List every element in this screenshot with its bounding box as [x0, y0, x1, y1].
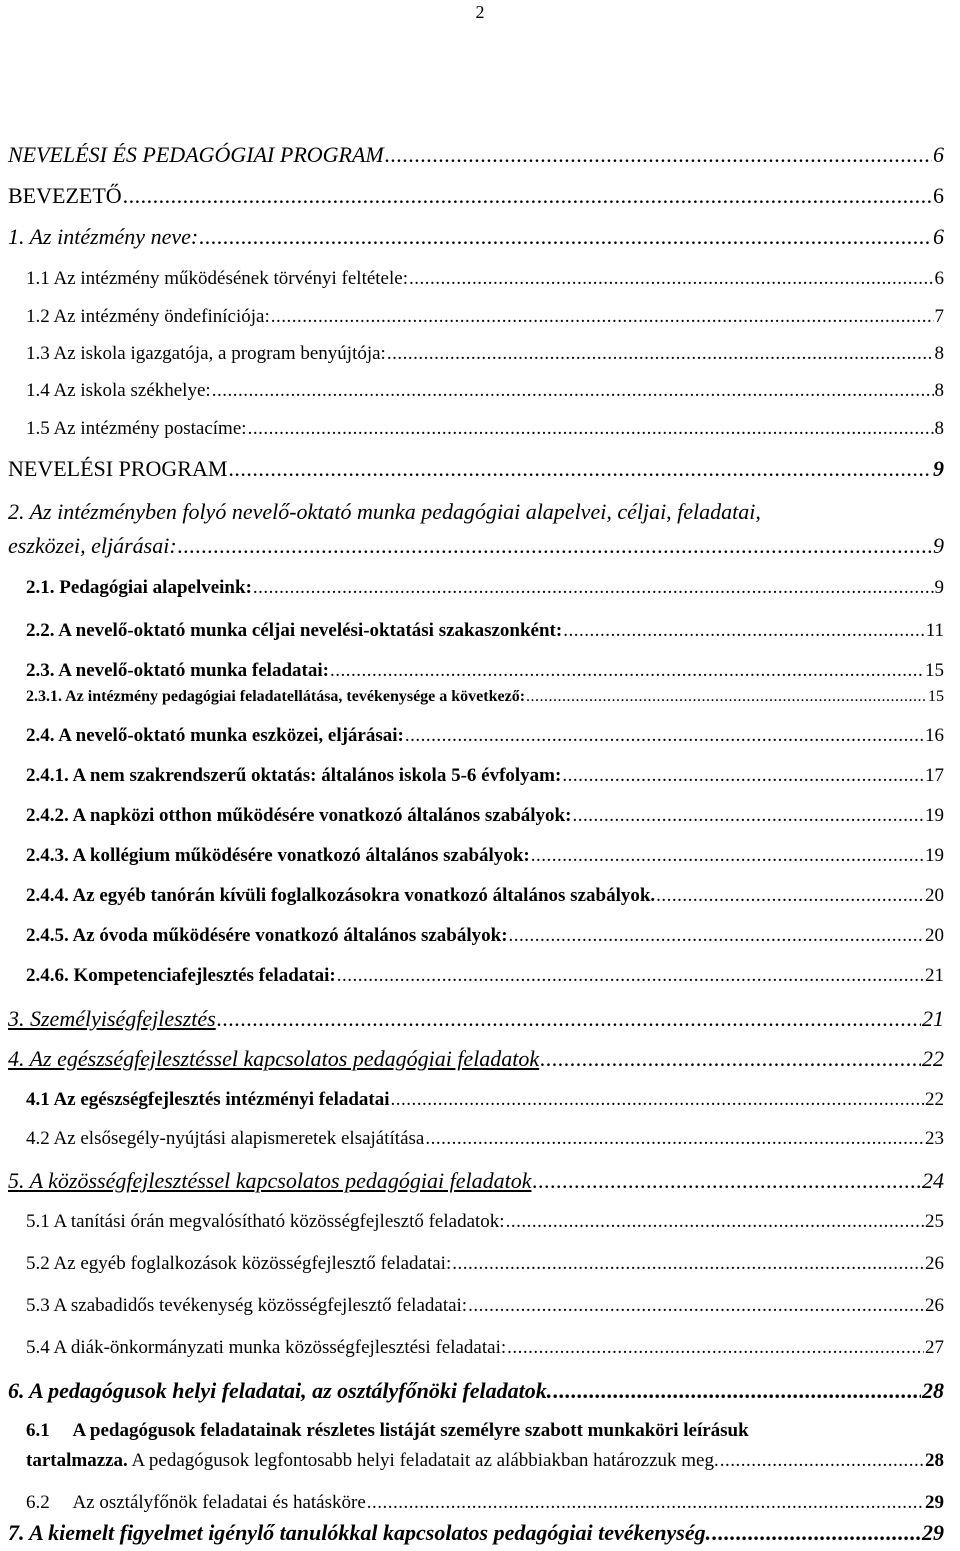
toc-entry-line2 [8, 533, 944, 559]
toc-entry-2-4-3[interactable] [26, 845, 944, 867]
toc-entry-2-1[interactable] [26, 577, 944, 599]
toc-page-number: 20 [925, 925, 944, 946]
toc-entry-label: 1.2 Az intézmény öndefiníciója: [26, 306, 270, 327]
toc-page-number: 8 [934, 380, 944, 401]
toc-leader [468, 1295, 924, 1317]
toc-entry-label: 1.3 Az iskola igazgatója, a program benyújtója: [26, 343, 386, 364]
toc-page-number: 17 [925, 765, 944, 786]
toc-leader [553, 1378, 921, 1404]
toc-leader [509, 925, 924, 947]
toc-page-number: 19 [925, 845, 944, 866]
toc-entry-bevezeto[interactable] [8, 183, 944, 209]
toc-leader [330, 660, 924, 682]
toc-page-number: 28 [925, 1450, 944, 1471]
toc-entry-2-2[interactable] [26, 620, 944, 642]
toc-page-number: 8 [934, 343, 944, 364]
toc-entry-6-2[interactable] [26, 1492, 944, 1514]
toc-page-number: 27 [925, 1337, 944, 1358]
toc-entry-label: 2.4.3. A kollégium működésére vonatkozó általános szabályok: [26, 845, 530, 866]
toc-entry-label: 6. A pedagógusok helyi feladatai, az osztályfőnöki feladatok. [8, 1378, 553, 1403]
toc-entry-2-4[interactable] [26, 725, 944, 747]
toc-leader [531, 845, 924, 867]
toc-page-number: 29 [922, 1520, 944, 1545]
toc-leader [563, 620, 924, 642]
toc-page-number: 23 [925, 1128, 944, 1149]
toc-entry-label: 1.1 Az intézmény működésének törvényi feltétele: [26, 268, 408, 289]
toc-leader [253, 577, 934, 599]
toc-page-number: 9 [934, 577, 944, 598]
toc-leader [385, 142, 932, 168]
toc-entry-4-1[interactable] [26, 1089, 944, 1111]
toc-page-number: 15 [928, 688, 944, 705]
toc-page-number: 29 [925, 1492, 944, 1513]
toc-entry-2-3-1[interactable] [26, 688, 944, 706]
toc-entry-4[interactable] [8, 1046, 944, 1072]
toc-entry-2-4-5[interactable] [26, 925, 944, 947]
toc-leader [217, 1006, 921, 1032]
toc-leader [212, 380, 934, 402]
page-number: 2 [475, 2, 485, 22]
toc-entry-label-line1: 2. Az intézményben folyó nevelő-oktató munka pedagógiai alapelvei, céljai, feladatai, [8, 499, 761, 524]
toc-entry-label-bold: tartalmazza. [26, 1450, 128, 1471]
toc-entry-label [26, 1450, 719, 1472]
toc-leader [572, 805, 924, 827]
toc-entry-2-4-4[interactable] [26, 885, 944, 907]
toc-entry-label: 4. Az egészségfejlesztéssel kapcsolatos pedagógiai feladatok [8, 1046, 540, 1071]
toc-page-number: 22 [922, 1046, 944, 1071]
toc-entry-label: 2.4.5. Az óvoda működésére vonatkozó általános szabályok: [26, 925, 508, 946]
toc-entry-4-2[interactable] [26, 1128, 944, 1150]
toc-page-number: 19 [925, 805, 944, 826]
toc-leader [199, 224, 932, 250]
toc-leader [228, 456, 932, 482]
toc-entry-label-line1: 6.1 A pedagógusok feladatainak részletes listáját személyre szabott munkaköri leírásuk [26, 1420, 749, 1441]
toc-leader [367, 1492, 924, 1514]
toc-page-number: 8 [934, 418, 944, 439]
toc-leader [271, 306, 934, 328]
toc-leader [123, 183, 932, 209]
toc-page-number: 20 [925, 885, 944, 906]
toc-entry-5-3[interactable] [26, 1295, 944, 1317]
toc-leader [425, 1128, 924, 1150]
toc-entry-label: 2.4.1. A nem szakrendszerű oktatás: általános iskola 5-6 évfolyam: [26, 765, 562, 786]
toc-entry-label: 5.4 A diák-önkormányzati munka közösségfejlesztési feladatai: [26, 1337, 507, 1358]
toc-page-number: 21 [922, 1006, 944, 1031]
toc-entry-label: 3. Személyiségfejlesztés [8, 1006, 216, 1031]
toc-page-number: 9 [933, 456, 944, 481]
toc-entry-label: eszközei, eljárásai: [8, 533, 177, 558]
toc-leader [409, 268, 934, 290]
toc-entry-5[interactable] [8, 1168, 944, 1194]
toc-page-number: 15 [925, 660, 944, 681]
toc-entry-label: 2.4.6. Kompetenciafejlesztés feladatai: [26, 965, 336, 986]
toc-leader [656, 885, 924, 907]
toc-entry-label: 5.2 Az egyéb foglalkozások közösségfejlesztő feladatai: [26, 1253, 452, 1274]
toc-entry-2-4-6[interactable] [26, 965, 944, 987]
toc-entry-label: NEVELÉSI PROGRAM [8, 456, 228, 481]
toc-entry-3[interactable] [8, 1006, 944, 1032]
toc-leader [540, 1046, 921, 1072]
toc-page-number: 21 [925, 965, 944, 986]
toc-entry-label: 6.2 Az osztályfőnök feladatai és hatásköre [26, 1492, 366, 1513]
toc-entry-label: BEVEZETŐ [8, 183, 122, 208]
toc-entry-label: 2.4. A nevelő-oktató munka eszközei, eljárásai: [26, 725, 404, 746]
toc-entry-1-1[interactable] [26, 268, 944, 290]
toc-page-number: 25 [925, 1211, 944, 1232]
toc-leader [506, 1211, 924, 1233]
toc-entry-label: 5.1 A tanítási órán megvalósítható közösségfejlesztő feladatok: [26, 1211, 505, 1232]
toc-entry-label: 1. Az intézmény neve: [8, 224, 199, 249]
toc-entry-label-rest: A pedagógusok legfontosabb helyi feladatait az alábbiakban határozzuk meg. [127, 1450, 719, 1471]
toc-entry-label: 7. A kiemelt figyelmet igénylő tanulókkal kapcsolatos pedagógiai tevékenység. [8, 1520, 712, 1545]
toc-entry-label: 2.3. A nevelő-oktató munka feladatai: [26, 660, 329, 681]
toc-leader [178, 533, 932, 559]
toc-page-number: 28 [922, 1378, 944, 1403]
toc-page-number: 6 [933, 224, 944, 249]
toc-entry-label: 2.4.2. A napközi otthon működésére vonatkozó általános szabályok: [26, 805, 572, 826]
toc-leader [452, 1253, 924, 1275]
toc-entry-label: 5. A közösségfejlesztéssel kapcsolatos pedagógiai feladatok [8, 1168, 532, 1193]
toc-leader [532, 1168, 921, 1194]
toc-entry-label: 2.2. A nevelő-oktató munka céljai nevelési-oktatási szakaszonként: [26, 620, 563, 641]
toc-entry-nevelesi-program[interactable] [8, 456, 944, 482]
toc-leader [337, 965, 924, 987]
toc-leader [391, 1089, 924, 1111]
toc-entry-2-4-2[interactable] [26, 805, 944, 827]
toc-entry-1-4[interactable] [26, 380, 944, 402]
toc-leader [562, 765, 924, 787]
toc-page-number: 7 [934, 306, 944, 327]
toc-entry-1-2[interactable] [26, 306, 944, 328]
toc-entry-2-4-1[interactable] [26, 765, 944, 787]
toc-entry-5-1[interactable] [26, 1211, 944, 1233]
toc-page-number: 22 [925, 1089, 944, 1110]
toc-page-number: 6 [933, 142, 944, 167]
toc-page-number: 6 [934, 268, 944, 289]
toc-leader [405, 725, 924, 747]
toc-leader [248, 418, 934, 440]
toc-page-number: 26 [925, 1295, 944, 1316]
toc-leader [526, 688, 927, 706]
toc-entry-label: 2.1. Pedagógiai alapelveink: [26, 577, 252, 598]
toc-leader [387, 343, 934, 365]
toc-page-number: 6 [933, 183, 944, 208]
toc-entry-2-3[interactable] [26, 660, 944, 682]
toc-entry-1-5[interactable] [26, 418, 944, 440]
toc-entry-label: 2.3.1. Az intézmény pedagógiai feladatellátása, tevékenysége a következő: [26, 688, 526, 705]
toc-entry-label: NEVELÉSI ÉS PEDAGÓGIAI PROGRAM [8, 142, 384, 167]
toc-entry-1-3[interactable] [26, 343, 944, 365]
toc-leader [712, 1520, 921, 1546]
toc-entry-6[interactable] [8, 1378, 944, 1404]
toc-entry-nevelesi-es-pedagogiai-program[interactable] [8, 142, 944, 168]
toc-leader [720, 1450, 924, 1472]
toc-page-number: 11 [925, 620, 944, 641]
toc-page-number: 26 [925, 1253, 944, 1274]
toc-entry-7[interactable] [8, 1520, 944, 1546]
toc-entry-intezmeny-neve[interactable] [8, 224, 944, 250]
toc-entry-line2 [26, 1450, 944, 1472]
toc-page-number: 24 [922, 1168, 944, 1193]
toc-entry-5-2[interactable] [26, 1253, 944, 1275]
toc-entry-label: 1.4 Az iskola székhelye: [26, 380, 211, 401]
toc-entry-label: 4.2 Az elsősegély-nyújtási alapismeretek elsajátítása [26, 1128, 425, 1149]
toc-entry-5-4[interactable] [26, 1337, 944, 1359]
toc-page-number: 9 [933, 533, 944, 558]
toc-entry-label: 5.3 A szabadidős tevékenység közösségfejlesztő feladatai: [26, 1295, 468, 1316]
toc-leader [507, 1337, 924, 1359]
toc-entry-label: 1.5 Az intézmény postacíme: [26, 418, 247, 439]
toc-entry-label: 2.4.4. Az egyéb tanórán kívüli foglalkozásokra vonatkozó általános szabályok. [26, 885, 656, 906]
toc-page-number: 16 [925, 725, 944, 746]
toc-entry-label: 4.1 Az egészségfejlesztés intézményi feladatai [26, 1089, 390, 1110]
